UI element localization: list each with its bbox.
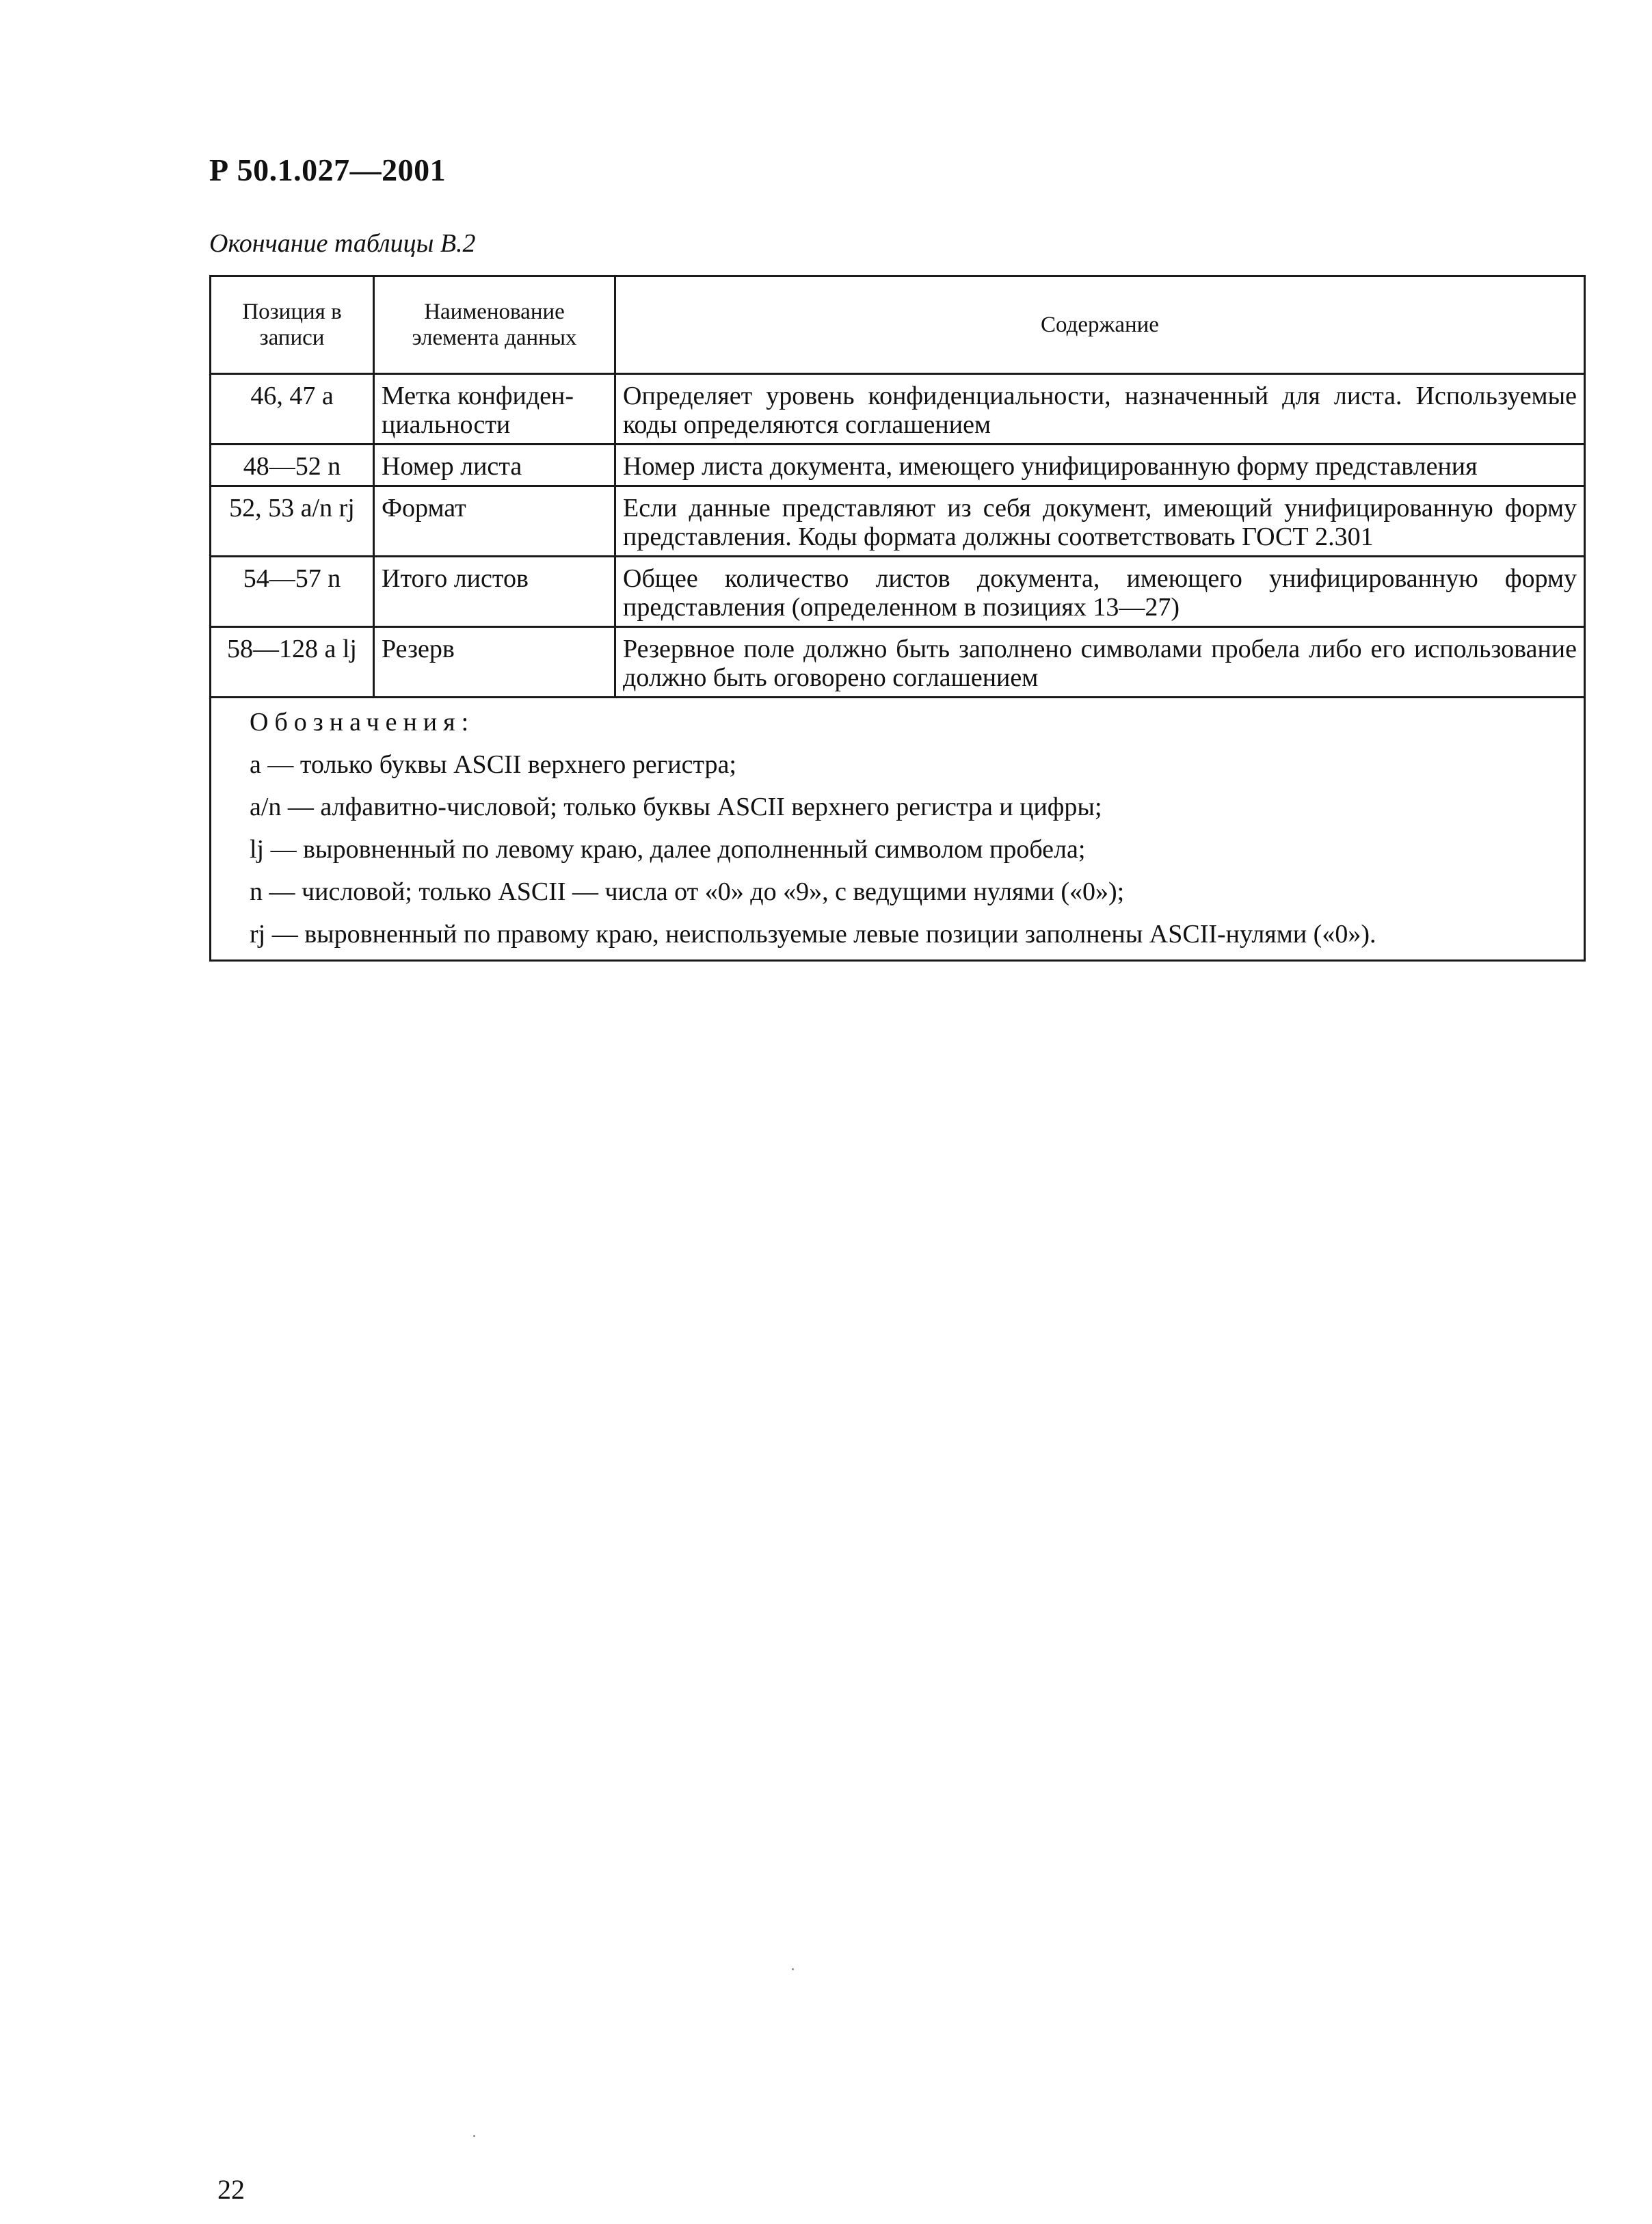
document-code: Р 50.1.027—2001 [209,153,447,187]
legend-title: Обозначения: [250,708,475,737]
data-elements-table [209,275,1586,962]
legend-item: a/n — алфавитно-числовой; только буквы ASCII верхнего регистра и цифры; [250,793,1102,821]
scan-speck [792,1968,794,1970]
content-cell: Резервное поле должно быть заполнено символами пробела либо его использование должно быть оговорено соглашением [615,627,1585,698]
position-cell: 48—52 n [211,445,374,486]
column-header-position: Позиция в записи [211,276,374,374]
position-cell: 46, 47 а [211,374,374,445]
legend-row [211,698,1585,961]
table-row [211,445,1585,486]
name-cell: Номер листа [374,445,615,486]
column-header-content: Содержание [615,276,1585,374]
name-cell: Итого листов [374,557,615,627]
name-cell: Резерв [374,627,615,698]
legend-item: n — числовой; только ASCII — числа от «0» до «9», с ведущими нулями («0»); [250,877,1125,906]
name-cell: Формат [374,486,615,557]
content-cell: Определяет уровень конфиденциальности, назначенный для листа. Используемые коды определяются соглашением [615,374,1585,445]
content-cell: Если данные представляют из себя документ, имеющий унифицированную форму представления. Коды формата должны соответствовать ГОСТ 2.301 [615,486,1585,557]
position-cell: 58—128 a lj [211,627,374,698]
table-row [211,486,1585,557]
content-cell: Общее количество листов документа, имеющего унифицированную форму представления (определенном в позициях 13—27) [615,557,1585,627]
name-cell: Метка конфиден-циальности [374,374,615,445]
legend-cell [211,698,1585,961]
legend-item: rj — выровненный по правому краю, неиспользуемые левые позиции заполнены ASCII-нулями («0»). [250,920,1376,949]
table-header-row [211,276,1585,374]
legend-item: lj — выровненный по левому краю, далее дополненный символом пробела; [250,835,1086,864]
table-row [211,557,1585,627]
table-row [211,627,1585,698]
position-cell: 52, 53 a/n rj [211,486,374,557]
column-header-name: Наименование элемента данных [374,276,615,374]
position-cell: 54—57 n [211,557,374,627]
table-row [211,374,1585,445]
scan-speck [473,2135,475,2137]
page-number: 22 [217,2174,245,2205]
table-caption: Окончание таблицы В.2 [209,229,476,258]
legend-item: а — только буквы ASCII верхнего регистра; [250,750,736,779]
content-cell: Номер листа документа, имеющего унифицированную форму представления [615,445,1585,486]
